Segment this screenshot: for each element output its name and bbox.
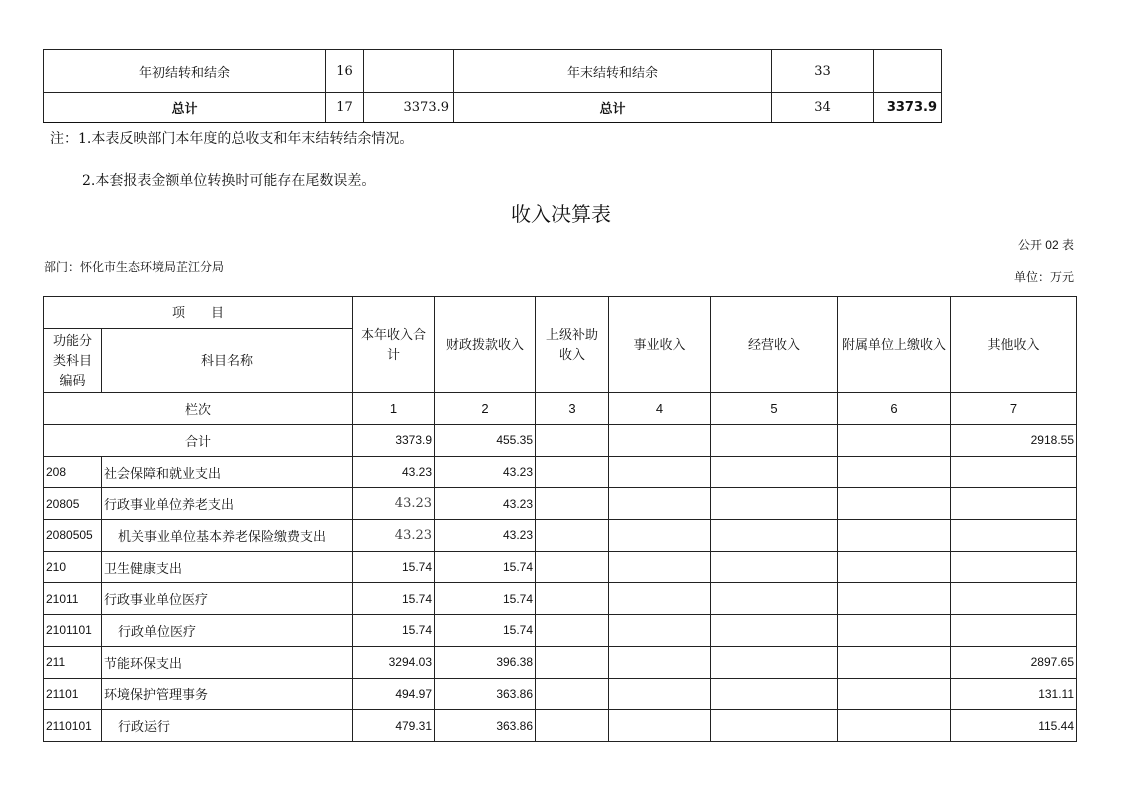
row-business — [609, 646, 711, 678]
row-affiliated — [838, 678, 951, 710]
total-row-operating — [711, 425, 838, 457]
summary-left-total-line: 17 — [326, 93, 364, 123]
row-code: 2080505 — [44, 520, 102, 552]
row-business — [609, 710, 711, 742]
column-index-label: 栏次 — [44, 393, 353, 425]
row-affiliated — [838, 583, 951, 615]
total-row-other: 2918.55 — [951, 425, 1077, 457]
total-row-business — [609, 425, 711, 457]
row-superior — [536, 710, 609, 742]
header-col-affiliated: 附属单位上缴收入 — [838, 297, 951, 393]
row-operating — [711, 456, 838, 488]
note-2: 2.本套报表金额单位转换时可能存在尾数误差。 — [82, 173, 376, 189]
row-business — [609, 456, 711, 488]
row-affiliated — [838, 646, 951, 678]
row-code: 211 — [44, 646, 102, 678]
header-col-business: 事业收入 — [609, 297, 711, 393]
summary-left-total-value: 3373.9 — [364, 93, 454, 123]
summary-right-total-label: 总计 — [454, 93, 772, 123]
row-other — [951, 615, 1077, 647]
summary-table — [43, 49, 942, 123]
page-title: 收入决算表 — [511, 202, 611, 226]
column-index-7: 7 — [951, 393, 1077, 425]
row-other — [951, 583, 1077, 615]
row-code: 20805 — [44, 488, 102, 520]
row-other: 2897.65 — [951, 646, 1077, 678]
summary-left-value — [364, 50, 454, 93]
row-total: 3294.03 — [353, 646, 435, 678]
row-fiscal: 15.74 — [435, 551, 536, 583]
column-index-2: 2 — [435, 393, 536, 425]
header-col-other: 其他收入 — [951, 297, 1077, 393]
table-row — [44, 646, 1077, 678]
row-operating — [711, 615, 838, 647]
summary-row-total — [44, 93, 942, 123]
table-row — [44, 615, 1077, 647]
row-fiscal: 43.23 — [435, 456, 536, 488]
row-other — [951, 456, 1077, 488]
total-row-affiliated — [838, 425, 951, 457]
unit-label: 单位：万元 — [1013, 270, 1074, 284]
department-label: 部门：怀化市生态环境局芷江分局 — [44, 260, 225, 274]
summary-right-value — [874, 50, 942, 93]
row-affiliated — [838, 551, 951, 583]
row-superior — [536, 488, 609, 520]
row-operating — [711, 551, 838, 583]
summary-right-total-line: 34 — [772, 93, 874, 123]
row-code: 208 — [44, 456, 102, 488]
header-subject-name: 科目名称 — [102, 329, 353, 393]
row-name: 节能环保支出 — [102, 646, 353, 678]
summary-left-label: 年初结转和结余 — [44, 50, 326, 93]
row-code: 210 — [44, 551, 102, 583]
row-superior — [536, 678, 609, 710]
row-total: 479.31 — [353, 710, 435, 742]
total-row-superior — [536, 425, 609, 457]
column-index-6: 6 — [838, 393, 951, 425]
row-operating — [711, 488, 838, 520]
row-code: 2110101 — [44, 710, 102, 742]
table-row — [44, 710, 1077, 742]
table-row — [44, 488, 1077, 520]
table-row — [44, 551, 1077, 583]
row-name: 行政事业单位养老支出 — [102, 488, 353, 520]
header-item: 项 目 — [44, 297, 353, 329]
summary-row-carryover — [44, 50, 942, 93]
total-row-label: 合计 — [44, 425, 353, 457]
row-total: 15.74 — [353, 551, 435, 583]
header-col-operating: 经营收入 — [711, 297, 838, 393]
table-row — [44, 456, 1077, 488]
row-other: 131.11 — [951, 678, 1077, 710]
row-business — [609, 678, 711, 710]
income-table — [43, 296, 1077, 742]
row-total: 43.23 — [353, 520, 435, 552]
column-index-5: 5 — [711, 393, 838, 425]
row-other — [951, 488, 1077, 520]
summary-right-total-value: 3373.9 — [874, 93, 942, 123]
row-fiscal: 43.23 — [435, 488, 536, 520]
total-row-fiscal: 455.35 — [435, 425, 536, 457]
row-fiscal: 43.23 — [435, 520, 536, 552]
row-total: 15.74 — [353, 615, 435, 647]
row-superior — [536, 520, 609, 552]
row-business — [609, 551, 711, 583]
column-index-3: 3 — [536, 393, 609, 425]
row-name: 社会保障和就业支出 — [102, 456, 353, 488]
table-row — [44, 520, 1077, 552]
row-name: 行政运行 — [102, 710, 353, 742]
summary-left-total-label: 总计 — [44, 93, 326, 123]
total-row — [44, 425, 1077, 457]
row-name: 环境保护管理事务 — [102, 678, 353, 710]
row-other — [951, 551, 1077, 583]
header-col-superior: 上级补助收入 — [536, 297, 609, 393]
table-code: 公开 02 表 — [1017, 238, 1074, 252]
summary-left-line: 16 — [326, 50, 364, 93]
row-fiscal: 15.74 — [435, 615, 536, 647]
row-business — [609, 583, 711, 615]
row-affiliated — [838, 488, 951, 520]
total-row-total: 3373.9 — [353, 425, 435, 457]
row-code: 2101101 — [44, 615, 102, 647]
row-name: 行政事业单位医疗 — [102, 583, 353, 615]
row-business — [609, 520, 711, 552]
row-superior — [536, 456, 609, 488]
row-total: 15.74 — [353, 583, 435, 615]
row-name: 机关事业单位基本养老保险缴费支出 — [102, 520, 353, 552]
table-row — [44, 678, 1077, 710]
column-index-1: 1 — [353, 393, 435, 425]
row-business — [609, 615, 711, 647]
header-col-fiscal: 财政拨款收入 — [435, 297, 536, 393]
row-total: 494.97 — [353, 678, 435, 710]
row-name: 卫生健康支出 — [102, 551, 353, 583]
row-superior — [536, 646, 609, 678]
row-operating — [711, 678, 838, 710]
row-fiscal: 396.38 — [435, 646, 536, 678]
summary-right-line: 33 — [772, 50, 874, 93]
row-code: 21101 — [44, 678, 102, 710]
note-1: 注：1.本表反映部门本年度的总收支和年末结转结余情况。 — [50, 131, 414, 147]
column-index-row — [44, 393, 1077, 425]
table-row — [44, 583, 1077, 615]
row-affiliated — [838, 456, 951, 488]
row-other: 115.44 — [951, 710, 1077, 742]
header-row-1 — [44, 297, 1077, 329]
header-col-total: 本年收入合计 — [353, 297, 435, 393]
row-code: 21011 — [44, 583, 102, 615]
row-affiliated — [838, 710, 951, 742]
row-total: 43.23 — [353, 456, 435, 488]
row-superior — [536, 551, 609, 583]
row-fiscal: 363.86 — [435, 678, 536, 710]
row-superior — [536, 615, 609, 647]
row-affiliated — [838, 520, 951, 552]
row-superior — [536, 583, 609, 615]
row-fiscal: 363.86 — [435, 710, 536, 742]
row-affiliated — [838, 615, 951, 647]
row-operating — [711, 710, 838, 742]
row-total: 43.23 — [353, 488, 435, 520]
header-func-code: 功能分类科目编码 — [44, 329, 102, 393]
row-operating — [711, 520, 838, 552]
row-name: 行政单位医疗 — [102, 615, 353, 647]
row-other — [951, 520, 1077, 552]
column-index-4: 4 — [609, 393, 711, 425]
row-fiscal: 15.74 — [435, 583, 536, 615]
summary-right-label: 年末结转和结余 — [454, 50, 772, 93]
row-operating — [711, 646, 838, 678]
row-operating — [711, 583, 838, 615]
row-business — [609, 488, 711, 520]
